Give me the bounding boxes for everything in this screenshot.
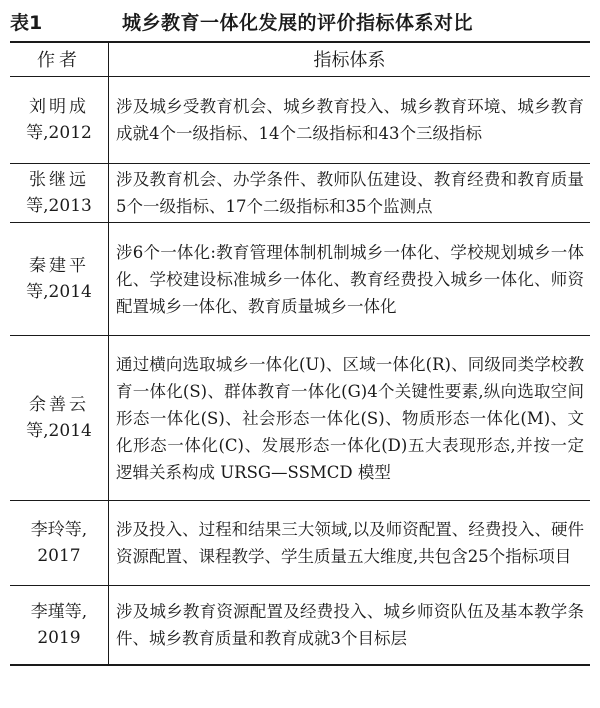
column-divider [108, 42, 109, 666]
author-name: 张继远 [28, 170, 89, 190]
author-year: 2017 [37, 546, 81, 566]
table-row-author [10, 223, 108, 335]
table-row-index: 涉及城乡受教育机会、城乡教育投入、城乡教育环境、城乡教育成就4个一级指标、14个二级指标和43个三级指标 [116, 97, 584, 143]
table-row-index: 涉及投入、过程和结果三大领域,以及师资配置、经费投入、硬件资源配置、课程教学、学生质量五大维度,共包含25个指标项目 [116, 520, 584, 566]
table-row-author [10, 164, 108, 222]
author-year: 2019 [37, 628, 81, 648]
author-year: 等,2012 [26, 123, 92, 143]
author-year: 等,2014 [26, 282, 92, 302]
author-name: 李玲等, [30, 520, 88, 540]
author-name: 秦建平 [28, 256, 89, 276]
author-name: 刘明成 [28, 97, 89, 117]
table-row-index: 涉及城乡教育资源配置及经费投入、城乡师资队伍及基本教学条件、城乡教育质量和教育成就3个目标层 [116, 602, 584, 648]
header-index-system: 指标体系 [313, 50, 386, 71]
table-number: 表1 [10, 11, 43, 34]
table-row-index: 涉及教育机会、办学条件、教师队伍建设、教育经费和教育质量5个一级指标、17个二级指标和35个监测点 [116, 170, 584, 216]
table-row-author [10, 586, 108, 664]
table-caption [10, 6, 590, 36]
table-row-author [10, 77, 108, 163]
table-row-index: 涉6个一体化:教育管理体制机制城乡一体化、学校规划城乡一体化、学校建设标准城乡一体化、教育经费投入城乡一体化、师资配置城乡一体化、教育质量城乡一体化 [116, 242, 584, 316]
table-row-author [10, 336, 108, 500]
table-row-author [10, 501, 108, 585]
bottom-rule [10, 664, 590, 666]
author-year: 等,2013 [26, 196, 92, 216]
header-author: 作者 [37, 50, 81, 71]
table-row-index: 通过横向选取城乡一体化(U)、区域一体化(R)、同级同类学校教育一体化(S)、群体教育一体化(G)4个关键性要素,纵向选取空间形态一体化(S)、社会形态一体化(S)、物质形态一体化(M)、文化形态一体化(C)、发展形态一体化(D)五大表现形态,并按一定逻辑关系构成 URSG—SSMCD 模型 [116, 354, 584, 482]
author-year: 等,2014 [26, 421, 92, 441]
author-name: 余善云 [28, 395, 89, 415]
author-name: 李瑾等, [30, 602, 88, 622]
table-title: 城乡教育一体化发展的评价指标体系对比 [122, 11, 474, 34]
